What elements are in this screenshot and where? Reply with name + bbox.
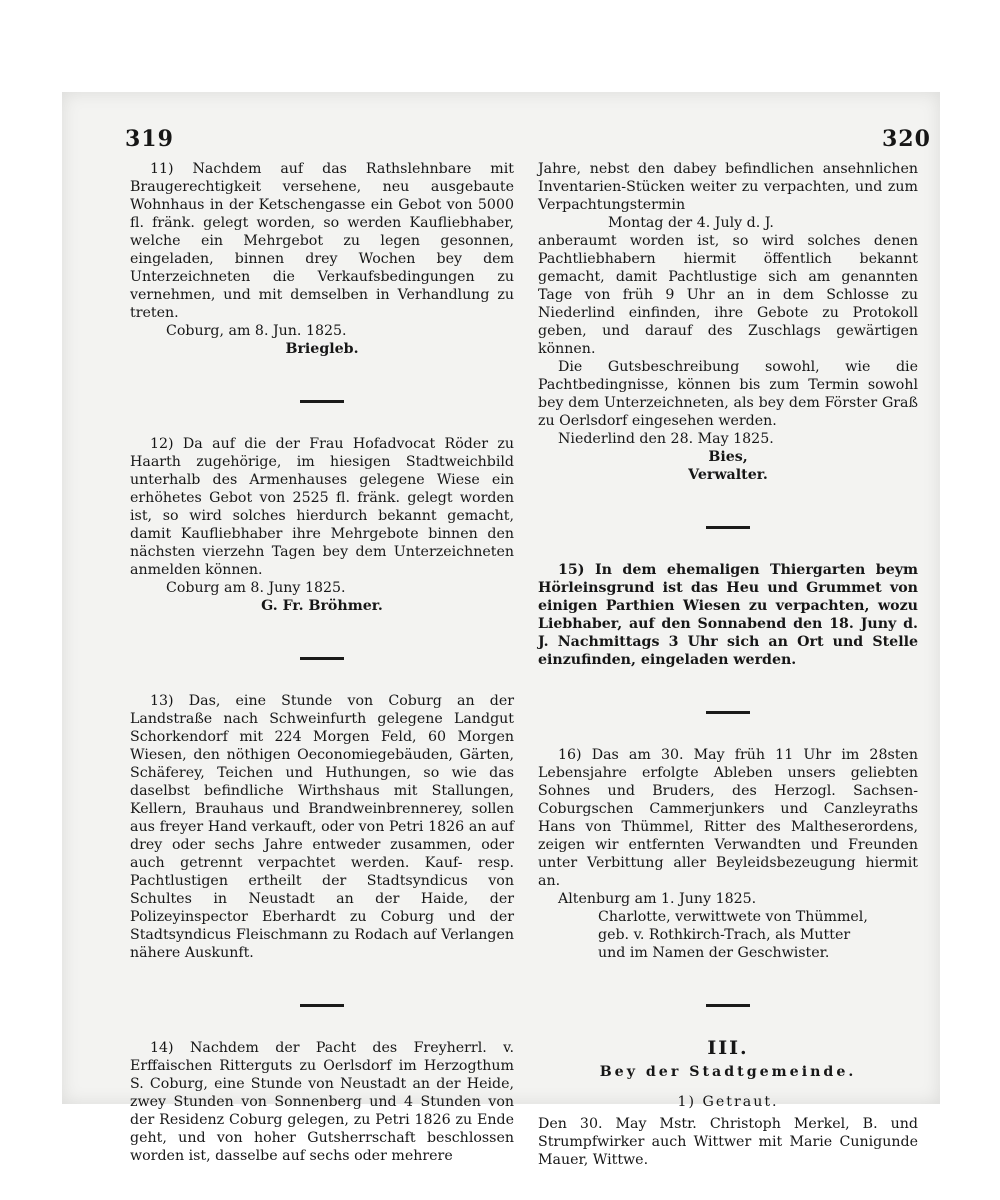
- separator-rule: [300, 1004, 344, 1007]
- section-subtitle: 1) Getraut.: [677, 1094, 779, 1110]
- notice-16-place-date: Altenburg am 1. Juny 1825.: [558, 891, 757, 907]
- separator-rule: [706, 711, 750, 714]
- section-number: III.: [707, 1037, 749, 1059]
- left-column: [130, 160, 514, 1165]
- notice-11-signer: Briegleb.: [285, 341, 359, 357]
- notice-14-place-date: Niederlind den 28. May 1825.: [558, 431, 774, 447]
- notice-14-signer-title: Verwalter.: [688, 467, 768, 483]
- notice-11-place-date: Coburg, am 8. Jun. 1825.: [166, 323, 347, 339]
- section-title: Bey der Stadtgemeinde.: [599, 1064, 857, 1080]
- separator-rule: [706, 1004, 750, 1007]
- notice-14-continued-text-2: anberaumt worden ist, so wird solches denen Pachtliebhabern hiermit öffentlich bekannt gemacht, damit Pachtlustige sich am genannten Tage von früh 9 Uhr an in dem Schlosse zu Niederlind einfinden, ihre Gebote zu Protokoll geben, und darauf des Zuschlags gewärtigen können.: [538, 233, 918, 357]
- notice-16-signer-line-1: Charlotte, verwittwete von Thümmel,: [598, 909, 868, 925]
- page-number-left: 319: [125, 126, 174, 152]
- notice-14-continued-text-3: Die Gutsbeschreibung sowohl, wie die Pachtbedingnisse, können bis zum Termin sowohl bey dem Unterzeichneten, als bey dem Förster Graß zu Oerlsdorf eingesehen werden.: [538, 359, 918, 429]
- separator-rule: [300, 657, 344, 660]
- page-number-right: 320: [882, 126, 931, 152]
- notice-13-text: 13) Das, eine Stunde von Coburg an der Landstraße nach Schweinfurth gelegene Landgut Schorkendorf mit 224 Morgen Feld, 60 Morgen Wiesen, den nöthigen Oeconomiegebäuden, Gärten, Schäferey, Teichen und Huthungen, so wie das daselbst befindliche Wirthshaus mit Stallungen, Kellern, Brauhaus und Brandweinbrennerey, sollen aus freyer Hand verkauft, oder von Petri 1826 an auf drey oder sechs Jahre entweder zusammen, oder auch getrennt verpachtet werden. Kauf- resp. Pachtlustigen ertheilt der Stadtsyndicus von Schultes in Neustadt an der Haide, der Polizeyinspector Eberhardt zu Coburg und der Stadtsyndicus Fleischmann zu Rodach auf Verlangen nähere Auskunft.: [130, 693, 514, 961]
- notice-16-signer-line-2: geb. v. Rothkirch-Trach, als Mutter: [598, 927, 851, 943]
- marriage-record-text: Den 30. May Mstr. Christoph Merkel, B. und Strumpfwirker auch Wittwer mit Marie Cunigunde Mauer, Wittwe.: [538, 1116, 918, 1168]
- separator-rule: [706, 526, 750, 529]
- notice-12-text: 12) Da auf die der Frau Hofadvocat Röder zu Haarth zugehörige, im hiesigen Stadtweichbild unterhalb des Armenhauses gelegene Wiese ein erhöhetes Gebot von 2525 fl. fränk. gelegt worden ist, so wird solches hierdurch bekannt gemacht, damit Kaufliebhaber ihre Mehrgebote binnen den nächsten vierzehn Tagen bey dem Unterzeichneten anmelden können.: [130, 436, 514, 578]
- notice-14-signer: Bies,: [708, 449, 748, 465]
- notice-14-text: 14) Nachdem der Pacht des Freyherrl. v. Erffaischen Ritterguts zu Oerlsdorf im Herzogthum S. Coburg, eine Stunde von Neustadt an der Heide, zwey Stunden von Sonnenberg und 4 Stunden von der Residenz Coburg gelegen, zu Petri 1826 zu Ende geht, und von hoher Gutsherrschaft beschlossen worden ist, dasselbe auf sechs oder mehrere: [130, 1040, 514, 1164]
- separator-rule: [300, 400, 344, 403]
- notice-14-date-line: Montag der 4. July d. J.: [608, 215, 774, 231]
- notice-14-continued-text: Jahre, nebst den dabey befindlichen ansehnlichen Inventarien-Stücken weiter zu verpachten, und zum Verpachtungstermin: [538, 161, 918, 213]
- notice-12-place-date: Coburg am 8. Juny 1825.: [166, 580, 346, 596]
- notice-11-text: 11) Nachdem auf das Rathslehnbare mit Braugerechtigkeit versehene, neu ausgebaute Wohnhaus in der Ketschengasse ein Gebot von 5000 fl. fränk. gelegt worden, so werden Kaufliebhaber, welche ein Mehrgebot zu legen gesonnen, eingeladen, binnen drey Wochen bey dem Unterzeichneten die Verkaufsbedingungen zu vernehmen, und mit demselben in Verhandlung zu treten.: [130, 161, 514, 321]
- right-column: [538, 160, 918, 1169]
- notice-16-text: 16) Das am 30. May früh 11 Uhr im 28sten Lebensjahre erfolgte Ableben unsers geliebten Sohnes und Bruders, des Herzogl. Sachsen-Coburgschen Cammerjunkers und Canzleyraths Hans von Thümmel, Ritter des Maltheserordens, zeigen wir entfernten Verwandten und Freunden unter Verbittung aller Beyleidsbezeugung hiermit an.: [538, 747, 918, 889]
- notice-12-signer: G. Fr. Bröhmer.: [261, 598, 383, 614]
- notice-16-signer-line-3: und im Namen der Geschwister.: [598, 945, 830, 961]
- notice-15-text: 15) In dem ehemaligen Thiergarten beym Hörleinsgrund ist das Heu und Grummet von einigen Parthien Wiesen zu verpachten, wozu Liebhaber, auf den Sonnabend den 18. Juny d. J. Nachmittags 3 Uhr sich an Ort und Stelle einzufinden, eingeladen werden.: [538, 562, 918, 668]
